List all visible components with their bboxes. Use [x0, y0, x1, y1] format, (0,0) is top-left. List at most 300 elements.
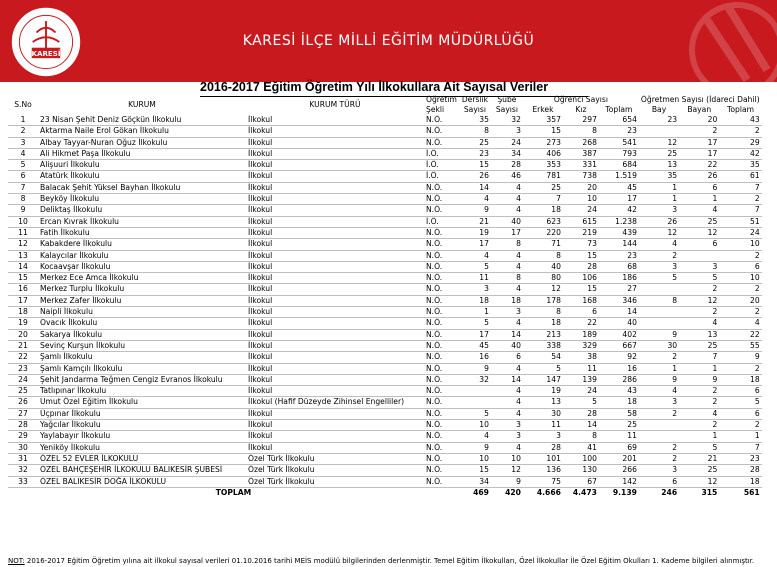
row-derslik: 4	[459, 250, 491, 261]
row-ogretmen-toplam: 5	[719, 397, 761, 408]
row-ogrenci-toplam: 58	[599, 408, 639, 419]
row-erkek: 8	[523, 307, 563, 318]
col-bayan: Bayan	[687, 105, 712, 114]
row-derslik: 9	[459, 363, 491, 374]
total-erkek: 4.666	[536, 487, 561, 497]
row-ogretmen-toplam: 24	[719, 227, 761, 238]
row-bay: 1	[639, 182, 679, 193]
row-derslik: 25	[459, 137, 491, 148]
row-no: 32	[8, 465, 38, 476]
row-kurum: Fatih İlkokulu	[38, 227, 246, 238]
row-ogrenci-toplam: 201	[599, 453, 639, 464]
row-sekil: İ.Ö.	[424, 148, 459, 159]
row-derslik: 10	[459, 420, 491, 431]
table-row	[8, 137, 762, 148]
row-kurum: Ovacık İlkokulu	[38, 318, 246, 329]
row-derslik: 15	[459, 465, 491, 476]
row-tur: İlkokul	[246, 205, 424, 216]
row-ogrenci-toplam: 793	[599, 148, 639, 159]
row-sekil: N.Ö.	[424, 126, 459, 137]
total-sube: 420	[505, 487, 521, 497]
row-tur: İlkokul	[246, 273, 424, 284]
row-kurum: Alişuuri İlkokulu	[38, 160, 246, 171]
row-tur: İlkokul (Hafif Düzeyde Zihinsel Engelliler)	[246, 397, 424, 408]
col-ogrenci-toplam: Toplam	[605, 105, 633, 114]
row-bay: 1	[639, 194, 679, 205]
row-bay: 12	[639, 137, 679, 148]
row-bayan: 9	[679, 374, 719, 385]
row-sekil: N.Ö.	[424, 318, 459, 329]
table-row	[8, 442, 762, 453]
row-derslik: 18	[459, 295, 491, 306]
row-ogrenci-toplam: 25	[599, 420, 639, 431]
row-kiz: 189	[563, 329, 599, 340]
row-no: 13	[8, 250, 38, 261]
row-tur: İlkokul	[246, 352, 424, 363]
row-ogrenci-toplam: 68	[599, 261, 639, 272]
row-derslik: 17	[459, 329, 491, 340]
row-ogretmen-toplam: 55	[719, 340, 761, 351]
row-ogrenci-toplam: 18	[599, 397, 639, 408]
col-bay: Bay	[651, 105, 667, 114]
row-bay: 2	[639, 408, 679, 419]
row-sekil: N.Ö.	[424, 273, 459, 284]
row-sube: 4	[491, 442, 523, 453]
row-sube: 12	[491, 465, 523, 476]
row-bay: 26	[639, 216, 679, 227]
row-bayan: 5	[679, 273, 719, 284]
row-kiz: 20	[563, 182, 599, 193]
row-tur: İlkokul	[246, 340, 424, 351]
row-ogretmen-toplam: 6	[719, 408, 761, 419]
table-row	[8, 352, 762, 363]
row-bay: 4	[639, 239, 679, 250]
row-tur: İlkokul	[246, 115, 424, 126]
row-ogrenci-toplam: 11	[599, 431, 639, 442]
row-erkek: 18	[523, 318, 563, 329]
row-ogrenci-toplam: 144	[599, 239, 639, 250]
row-bayan: 3	[679, 261, 719, 272]
col-ogretmen-toplam: Toplam	[727, 105, 754, 114]
row-tur: İlkokul	[246, 227, 424, 238]
row-kiz: 5	[563, 397, 599, 408]
row-bayan: 25	[679, 340, 719, 351]
row-sekil: N.Ö.	[424, 137, 459, 148]
row-sube: 17	[491, 227, 523, 238]
row-derslik: 21	[459, 216, 491, 227]
row-no: 30	[8, 442, 38, 453]
row-ogretmen-toplam: 2	[719, 194, 761, 205]
row-bay	[639, 420, 679, 431]
row-bay: 8	[639, 295, 679, 306]
col-sekil-2: Şekli	[426, 105, 445, 114]
row-ogretmen-toplam: 10	[719, 273, 761, 284]
row-sekil: N.Ö.	[424, 386, 459, 397]
row-erkek: 75	[523, 476, 563, 487]
row-no: 17	[8, 295, 38, 306]
row-kurum: Balacak Şehit Yüksel Bayhan İlkokulu	[38, 182, 246, 193]
row-ogrenci-toplam: 69	[599, 442, 639, 453]
row-tur: İlkokul	[246, 216, 424, 227]
row-no: 11	[8, 227, 38, 238]
row-ogretmen-toplam: 2	[719, 420, 761, 431]
row-kiz: 615	[563, 216, 599, 227]
table-row	[8, 239, 762, 250]
row-sube: 24	[491, 137, 523, 148]
col-kiz: Kız	[575, 105, 587, 114]
row-sube: 3	[491, 126, 523, 137]
table-row	[8, 126, 762, 137]
row-bayan: 22	[679, 160, 719, 171]
data-table	[8, 95, 762, 498]
col-sube-1: Şube	[497, 95, 517, 104]
row-erkek: 178	[523, 295, 563, 306]
row-ogretmen-toplam: 9	[719, 352, 761, 363]
table-row	[8, 374, 762, 385]
col-tur: KURUM TÜRÜ	[309, 100, 361, 109]
row-no: 19	[8, 318, 38, 329]
row-bayan: 25	[679, 465, 719, 476]
row-sekil: N.Ö.	[424, 420, 459, 431]
row-tur: İlkokul	[246, 194, 424, 205]
row-ogrenci-toplam: 439	[599, 227, 639, 238]
row-bay	[639, 126, 679, 137]
row-bayan: 1	[679, 363, 719, 374]
row-sube: 4	[491, 318, 523, 329]
row-sube: 4	[491, 386, 523, 397]
row-bay: 1	[639, 363, 679, 374]
row-sube: 4	[491, 250, 523, 261]
row-bay	[639, 318, 679, 329]
row-ogrenci-toplam: 286	[599, 374, 639, 385]
table-row	[8, 397, 762, 408]
row-ogrenci-toplam: 43	[599, 386, 639, 397]
row-erkek: 781	[523, 171, 563, 182]
row-tur: İlkokul	[246, 126, 424, 137]
row-ogretmen-toplam: 4	[719, 318, 761, 329]
row-sube: 14	[491, 329, 523, 340]
row-kiz: 219	[563, 227, 599, 238]
row-ogrenci-toplam: 142	[599, 476, 639, 487]
row-erkek: 213	[523, 329, 563, 340]
row-kurum: Üçpınar İlkokulu	[38, 408, 246, 419]
row-no: 29	[8, 431, 38, 442]
row-derslik	[459, 397, 491, 408]
row-kiz: 130	[563, 465, 599, 476]
row-bayan: 4	[679, 205, 719, 216]
col-kurum: KURUM	[128, 100, 156, 109]
row-sekil: İ.Ö.	[424, 216, 459, 227]
row-kiz: 15	[563, 250, 599, 261]
row-sekil: N.Ö.	[424, 397, 459, 408]
row-tur: İlkokul	[246, 442, 424, 453]
row-bayan: 7	[679, 352, 719, 363]
table-row	[8, 453, 762, 464]
table-body	[8, 115, 762, 498]
row-bayan: 20	[679, 115, 719, 126]
row-no: 25	[8, 386, 38, 397]
row-kurum: Aktarma Naile Erol Gökan İlkokulu	[38, 126, 246, 137]
row-kiz: 24	[563, 205, 599, 216]
footnote-label: NOT:	[8, 557, 25, 565]
row-no: 27	[8, 408, 38, 419]
row-sube: 40	[491, 216, 523, 227]
row-no: 24	[8, 374, 38, 385]
row-no: 14	[8, 261, 38, 272]
row-tur: İlkokul	[246, 431, 424, 442]
row-no: 31	[8, 453, 38, 464]
row-erkek: 13	[523, 397, 563, 408]
row-bay: 9	[639, 374, 679, 385]
row-bay	[639, 431, 679, 442]
row-ogretmen-toplam: 18	[719, 374, 761, 385]
row-sekil: N.Ö.	[424, 442, 459, 453]
row-kiz: 15	[563, 284, 599, 295]
row-ogrenci-toplam: 17	[599, 194, 639, 205]
row-ogretmen-toplam: 51	[719, 216, 761, 227]
col-ogrenci-group: Öğrenci Sayısı	[553, 95, 608, 104]
row-tur: İlkokul	[246, 386, 424, 397]
row-derslik: 9	[459, 205, 491, 216]
row-ogretmen-toplam: 7	[719, 442, 761, 453]
row-sekil: N.Ö.	[424, 115, 459, 126]
row-erkek: 406	[523, 148, 563, 159]
row-sube: 18	[491, 295, 523, 306]
row-kiz: 738	[563, 171, 599, 182]
row-derslik: 26	[459, 171, 491, 182]
row-kiz: 168	[563, 295, 599, 306]
row-bay: 12	[639, 227, 679, 238]
row-kurum: Naipli İlkokulu	[38, 307, 246, 318]
row-ogretmen-toplam: 35	[719, 160, 761, 171]
row-sekil: N.Ö.	[424, 340, 459, 351]
row-kurum: Merkez Ece Amca İlkokulu	[38, 273, 246, 284]
row-erkek: 71	[523, 239, 563, 250]
row-kurum: Merkez Zafer İlkokulu	[38, 295, 246, 306]
row-ogretmen-toplam: 2	[719, 307, 761, 318]
row-sekil: N.Ö.	[424, 307, 459, 318]
row-ogretmen-toplam: 7	[719, 205, 761, 216]
row-bayan: 2	[679, 386, 719, 397]
table-row	[8, 307, 762, 318]
table-row	[8, 216, 762, 227]
row-no: 18	[8, 307, 38, 318]
row-sube: 4	[491, 363, 523, 374]
row-sube: 4	[491, 397, 523, 408]
row-ogrenci-toplam: 45	[599, 182, 639, 193]
row-no: 4	[8, 148, 38, 159]
row-kiz: 387	[563, 148, 599, 159]
row-sekil: N.Ö.	[424, 227, 459, 238]
row-sekil: N.Ö.	[424, 194, 459, 205]
row-erkek: 54	[523, 352, 563, 363]
table-row	[8, 431, 762, 442]
row-kiz: 6	[563, 307, 599, 318]
row-no: 33	[8, 476, 38, 487]
row-ogretmen-toplam: 2	[719, 284, 761, 295]
row-bay: 6	[639, 476, 679, 487]
row-erkek: 623	[523, 216, 563, 227]
row-no: 10	[8, 216, 38, 227]
row-sube: 3	[491, 431, 523, 442]
row-ogrenci-toplam: 1.238	[599, 216, 639, 227]
row-bayan: 12	[679, 227, 719, 238]
row-tur: İlkokul	[246, 307, 424, 318]
row-bayan: 21	[679, 453, 719, 464]
row-bay	[639, 307, 679, 318]
row-sube: 8	[491, 273, 523, 284]
row-bay: 13	[639, 160, 679, 171]
col-ogretmen-group: Öğretmen Sayısı (İdareci Dahil)	[640, 95, 760, 104]
row-erkek: 80	[523, 273, 563, 284]
row-ogretmen-toplam: 28	[719, 465, 761, 476]
table-row	[8, 340, 762, 351]
page-title: KARESİ İLÇE MİLLİ EĞİTİM MÜDÜRLÜĞÜ	[242, 33, 535, 49]
row-no: 5	[8, 160, 38, 171]
row-tur: İlkokul	[246, 171, 424, 182]
table-row	[8, 273, 762, 284]
row-sube: 34	[491, 148, 523, 159]
row-erkek: 101	[523, 453, 563, 464]
row-bay: 9	[639, 329, 679, 340]
row-ogretmen-toplam: 18	[719, 476, 761, 487]
row-kiz: 38	[563, 352, 599, 363]
row-no: 6	[8, 171, 38, 182]
row-erkek: 18	[523, 205, 563, 216]
row-sekil: N.Ö.	[424, 329, 459, 340]
row-sekil: N.Ö.	[424, 239, 459, 250]
row-kurum: Beyköy İlkokulu	[38, 194, 246, 205]
row-no: 9	[8, 205, 38, 216]
row-erkek: 15	[523, 126, 563, 137]
table-row	[8, 295, 762, 306]
row-derslik: 3	[459, 284, 491, 295]
row-sekil: N.Ö.	[424, 352, 459, 363]
row-ogrenci-toplam: 684	[599, 160, 639, 171]
row-derslik: 14	[459, 182, 491, 193]
row-bay	[639, 284, 679, 295]
row-ogrenci-toplam: 27	[599, 284, 639, 295]
row-bayan: 5	[679, 442, 719, 453]
row-ogrenci-toplam: 402	[599, 329, 639, 340]
row-sube: 28	[491, 160, 523, 171]
row-kiz: 28	[563, 408, 599, 419]
row-erkek: 25	[523, 182, 563, 193]
row-kurum: Şamlı Kamçılı İlkokulu	[38, 363, 246, 374]
row-sube: 40	[491, 340, 523, 351]
row-erkek: 28	[523, 442, 563, 453]
row-sube: 14	[491, 374, 523, 385]
row-kiz: 67	[563, 476, 599, 487]
row-bayan: 17	[679, 148, 719, 159]
row-kurum: Yeniköy İlkokulu	[38, 442, 246, 453]
row-no: 26	[8, 397, 38, 408]
table-title: 2016-2017 Eğitim Öğretim Yılı İlkokullara Ait Sayısal Veriler	[200, 80, 549, 94]
row-kiz: 22	[563, 318, 599, 329]
row-ogrenci-toplam: 23	[599, 126, 639, 137]
row-kurum: Merkez Turplu İlkokulu	[38, 284, 246, 295]
row-bayan: 1	[679, 194, 719, 205]
row-kurum: Sevinç Kurşun İlkokulu	[38, 340, 246, 351]
total-label: TOPLAM	[215, 487, 252, 497]
row-derslik: 19	[459, 227, 491, 238]
row-bay: 2	[639, 250, 679, 261]
table-row	[8, 261, 762, 272]
row-ogrenci-toplam: 23	[599, 250, 639, 261]
row-kurum: Ali Hikmet Paşa İlkokulu	[38, 148, 246, 159]
row-kiz: 331	[563, 160, 599, 171]
row-bayan: 1	[679, 431, 719, 442]
row-kurum: Şamlı İlkokulu	[38, 352, 246, 363]
row-tur: İlkokul	[246, 284, 424, 295]
total-bay: 246	[661, 487, 678, 497]
row-ogretmen-toplam: 20	[719, 295, 761, 306]
title-underline	[200, 96, 588, 97]
row-sekil: N.Ö.	[424, 431, 459, 442]
table-row	[8, 408, 762, 419]
row-derslik: 4	[459, 194, 491, 205]
row-tur: İlkokul	[246, 363, 424, 374]
row-ogretmen-toplam: 61	[719, 171, 761, 182]
row-no: 15	[8, 273, 38, 284]
row-kurum: 23 Nisan Şehit Deniz Göçkün İlkokulu	[38, 115, 246, 126]
row-bayan: 25	[679, 216, 719, 227]
row-tur: İlkokul	[246, 374, 424, 385]
row-kurum: Yağcılar İlkokulu	[38, 420, 246, 431]
row-tur: İlkokul	[246, 329, 424, 340]
row-no: 7	[8, 182, 38, 193]
row-ogretmen-toplam: 2	[719, 250, 761, 261]
table-row	[8, 148, 762, 159]
row-kiz: 297	[563, 115, 599, 126]
row-ogretmen-toplam: 2	[719, 126, 761, 137]
row-bay: 30	[639, 340, 679, 351]
row-sube: 46	[491, 171, 523, 182]
row-sekil: N.Ö.	[424, 374, 459, 385]
row-sube: 4	[491, 408, 523, 419]
row-bayan: 2	[679, 284, 719, 295]
row-kiz: 268	[563, 137, 599, 148]
row-ogrenci-toplam: 541	[599, 137, 639, 148]
row-bayan: 12	[679, 295, 719, 306]
row-bay: 35	[639, 171, 679, 182]
row-ogrenci-toplam: 40	[599, 318, 639, 329]
row-sube: 10	[491, 453, 523, 464]
total-bayan: 315	[701, 487, 718, 497]
row-bay: 3	[639, 465, 679, 476]
row-kurum: Kalaycılar İlkokulu	[38, 250, 246, 261]
table-row	[8, 386, 762, 397]
table-row	[8, 194, 762, 205]
total-ogretmen-toplam: 561	[743, 487, 760, 497]
row-kurum: Deliktaş İlkokulu	[38, 205, 246, 216]
row-ogrenci-toplam: 42	[599, 205, 639, 216]
table-row	[8, 250, 762, 261]
row-kurum: Kocaavşar İlkokulu	[38, 261, 246, 272]
row-kurum: Atatürk İlkokulu	[38, 171, 246, 182]
row-kiz: 100	[563, 453, 599, 464]
row-no: 16	[8, 284, 38, 295]
row-bayan: 6	[679, 182, 719, 193]
row-erkek: 273	[523, 137, 563, 148]
table-row	[8, 182, 762, 193]
row-tur: Özel Türk İlkokulu	[246, 465, 424, 476]
row-sube: 32	[491, 115, 523, 126]
row-kiz: 329	[563, 340, 599, 351]
row-derslik	[459, 386, 491, 397]
row-bay: 2	[639, 352, 679, 363]
row-ogrenci-toplam: 1.519	[599, 171, 639, 182]
